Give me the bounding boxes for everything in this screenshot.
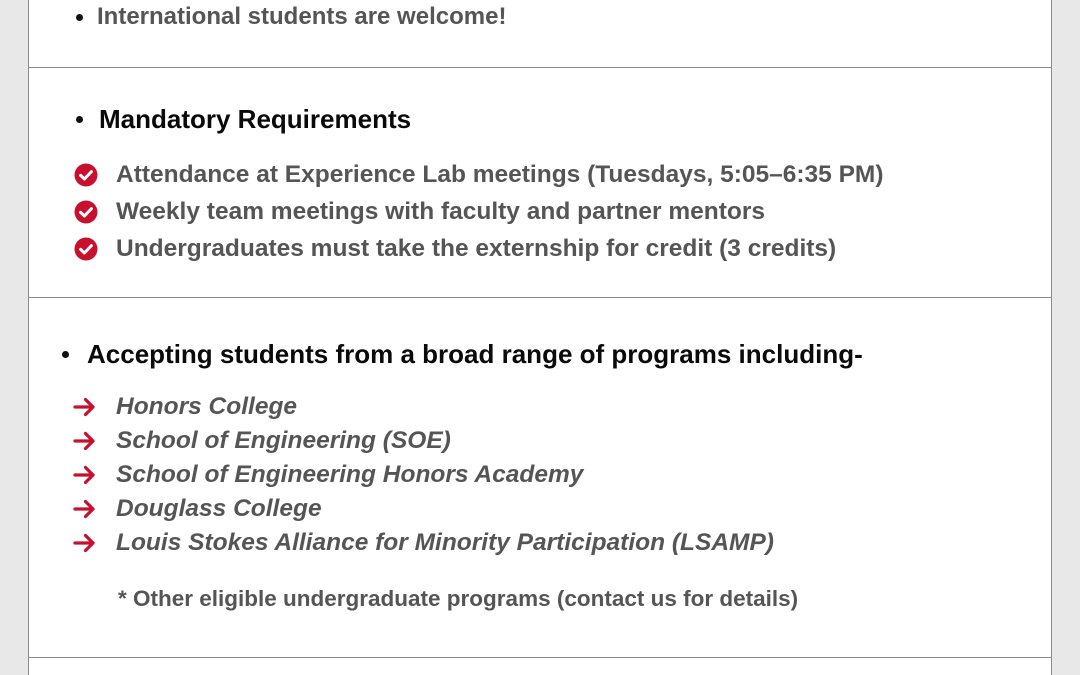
bullet-dot: [62, 351, 69, 358]
program-text: School of Engineering (SOE): [116, 427, 451, 454]
program-item: [72, 392, 297, 422]
program-item: [72, 460, 583, 490]
requirement-item: [74, 234, 836, 264]
section-divider: [28, 657, 1052, 658]
programs-heading: Accepting students from a broad range of programs including-: [87, 338, 863, 369]
requirements-heading: Mandatory Requirements: [99, 103, 412, 134]
program-text: Douglass College: [116, 495, 322, 522]
bullet-dot: [76, 116, 83, 123]
requirement-text: Undergraduates must take the externship for credit (3 credits): [116, 235, 837, 262]
other-programs-note: * Other eligible undergraduate programs (contact us for details): [118, 586, 799, 611]
program-item: [72, 528, 774, 558]
program-text: Honors College: [116, 393, 298, 420]
section-divider: [28, 297, 1052, 298]
check-circle-icon: [74, 163, 98, 187]
arrow-right-icon: [72, 532, 98, 554]
intl-students-item: [76, 2, 506, 32]
requirement-item: [74, 197, 765, 227]
bullet-dot: [76, 14, 83, 21]
program-text: Louis Stokes Alliance for Minority Participation (LSAMP): [116, 529, 774, 556]
requirement-text: Weekly team meetings with faculty and partner mentors: [116, 198, 765, 225]
programs-heading-item: [62, 337, 863, 371]
arrow-right-icon: [72, 396, 98, 418]
arrow-right-icon: [72, 430, 98, 452]
intl-students-text: International students are welcome!: [97, 3, 507, 30]
check-circle-icon: [74, 237, 98, 261]
program-item: [72, 494, 322, 524]
section-divider: [28, 67, 1052, 68]
program-text: School of Engineering Honors Academy: [116, 461, 584, 488]
arrow-right-icon: [72, 498, 98, 520]
program-item: [72, 426, 451, 456]
check-circle-icon: [74, 200, 98, 224]
requirements-heading-item: [76, 102, 411, 136]
arrow-right-icon: [72, 464, 98, 486]
requirement-item: [74, 160, 883, 190]
requirement-text: Attendance at Experience Lab meetings (Tuesdays, 5:05–6:35 PM): [116, 161, 884, 188]
